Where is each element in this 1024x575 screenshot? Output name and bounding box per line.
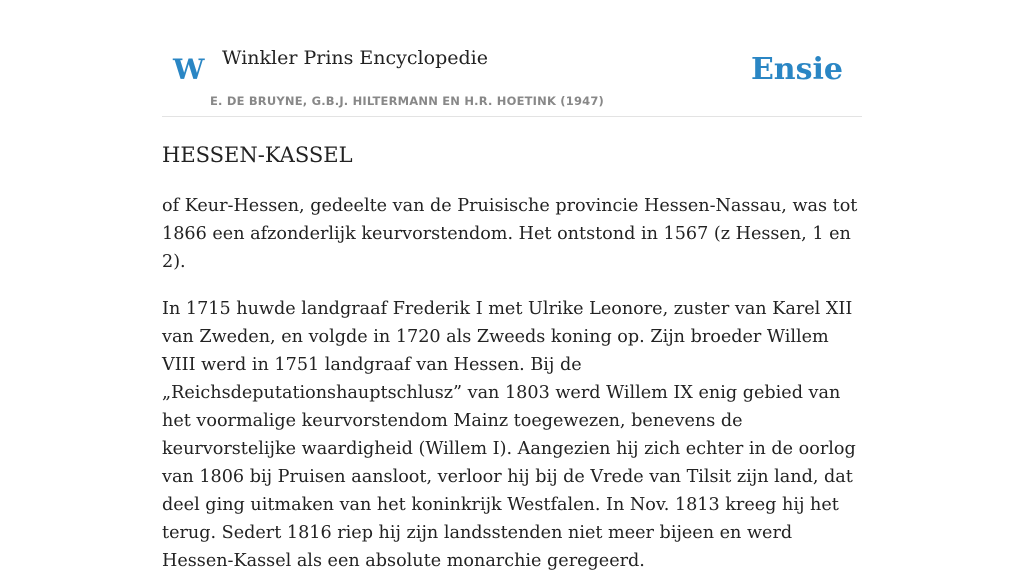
article-paragraph: In 1715 huwde landgraaf Frederik I met Ulrike Leonore, zuster van Karel XII van Zweden, en volgde in 1720 als Zweeds koning op. Zijn broeder Willem VIII werd in 1751 landgraaf van Hessen. Bij de „Reichsdeputationshauptschlusz” van 1803 werd Willem IX enig gebied van het voormalige keurvorstendom Mainz toegewezen, benevens de keurvorstelijke waardigheid (Willem I). Aangezien hij zich echter in de oorlog van 1806 bij Pruisen aansloot, verloor hij bij de Vrede van Tilsit zijn land, dat deel ging uitmaken van het koninkrijk Westfalen. In Nov. 1813 kreeg hij het terug. Sedert 1816 riep hij zijn landsstenden niet meer bijeen en werd Hessen-Kassel als een absolute monarchie geregeerd. <box>162 299 856 571</box>
source-title[interactable]: Winkler Prins Encyclopedie <box>222 47 488 69</box>
article-headword: HESSEN-KASSEL <box>162 143 353 167</box>
site-header <box>162 0 862 117</box>
article-paragraph: of Keur-Hessen, gedeelte van de Pruisische provincie Hessen-Nassau, was tot 1866 een afzonderlijk keurvorstendom. Het ontstond in 1567 (z Hessen, 1 en 2). <box>162 196 858 272</box>
source-authors: E. DE BRUYNE, G.B.J. HILTERMANN EN H.R. HOETINK (1947) <box>210 94 605 108</box>
ensie-logo[interactable]: Ensie <box>750 52 843 87</box>
article <box>162 138 862 575</box>
winkler-prins-logo[interactable]: W <box>173 53 205 86</box>
